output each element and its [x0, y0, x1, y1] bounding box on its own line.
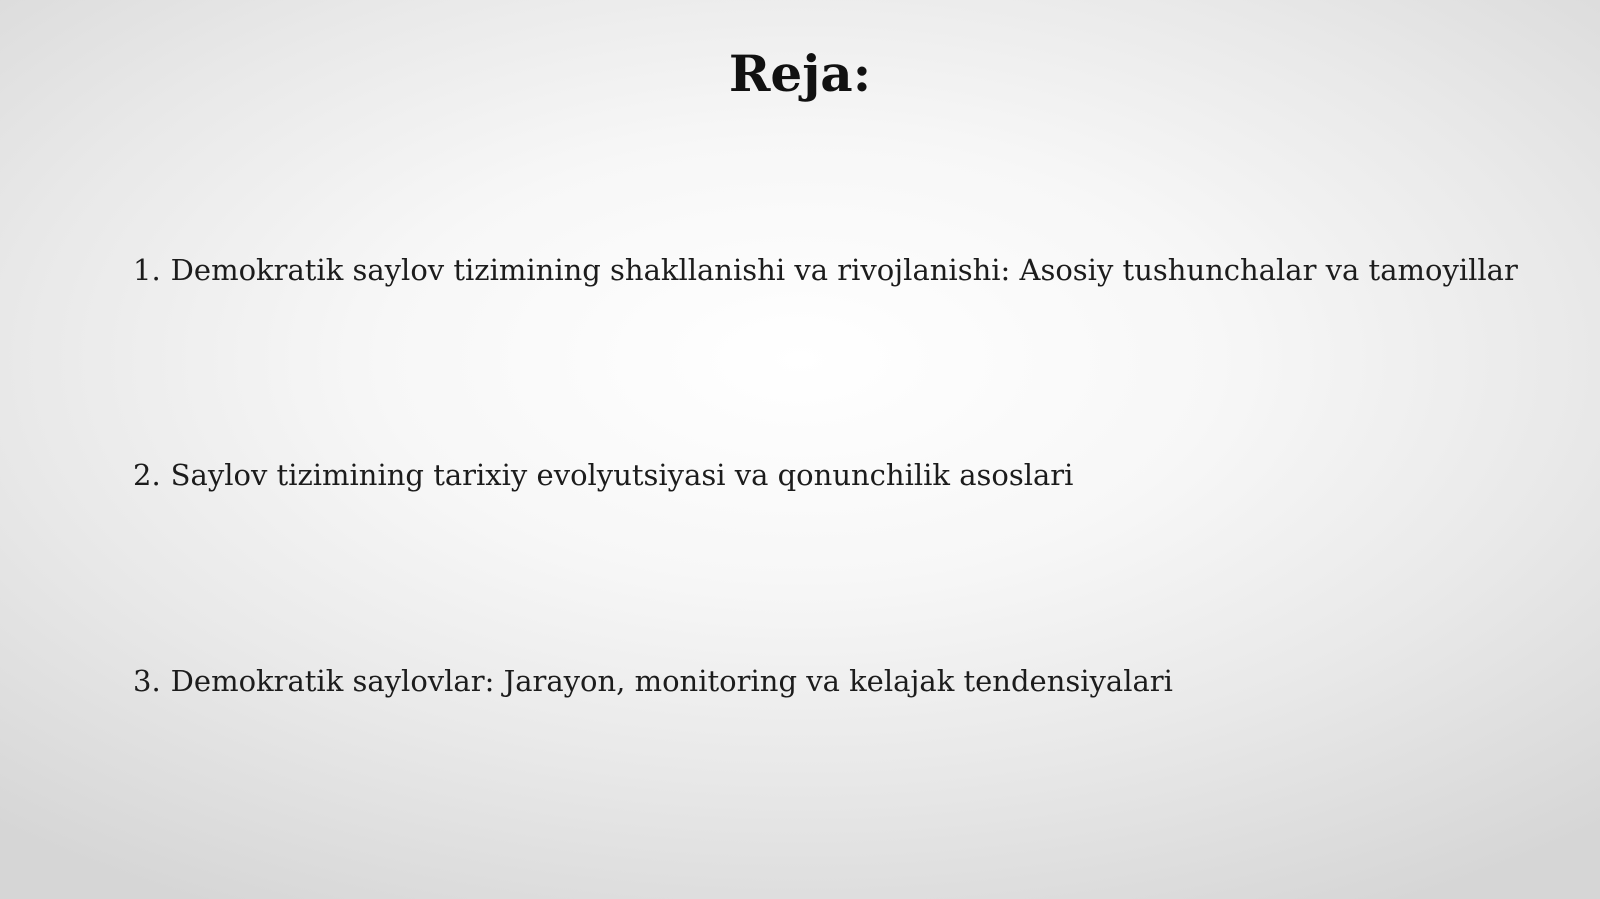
plan-item: [133, 661, 1173, 701]
slide-title: Reja:: [728, 44, 872, 103]
plan-item: [133, 455, 1073, 495]
plan-item-text: Demokratik saylov tizimining shakllanishi va rivojlanishi: Asosiy tushunchalar va tamoyillar: [170, 253, 1518, 287]
plan-item-number: 2.: [133, 458, 161, 492]
plan-item-text: Demokratik saylovlar: Jarayon, monitoring va kelajak tendensiyalari: [170, 664, 1173, 698]
plan-item: [133, 250, 1518, 290]
plan-item-number: 1.: [133, 253, 161, 287]
plan-item-number: 3.: [133, 664, 161, 698]
plan-item-text: Saylov tizimining tarixiy evolyutsiyasi va qonunchilik asoslari: [170, 458, 1074, 492]
